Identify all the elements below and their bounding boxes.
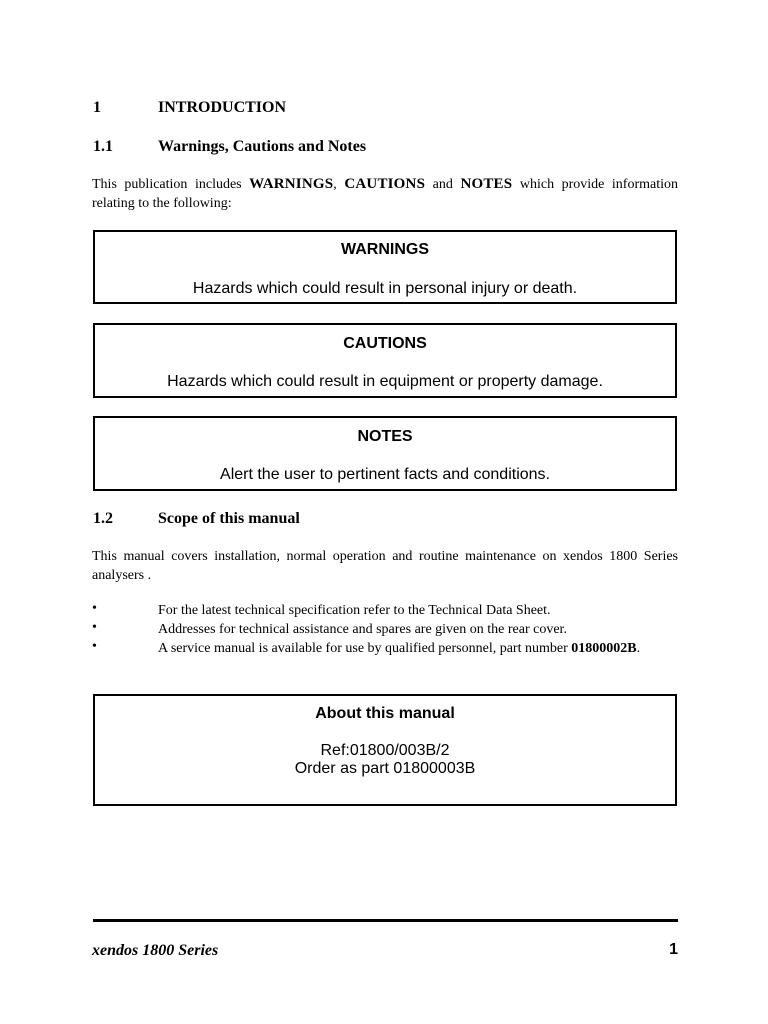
bullet-text-3: A service manual is available for use by qualified personnel, part number 01800002B. [158, 641, 641, 656]
footer-rule [93, 919, 678, 922]
notes-keyword: NOTES [460, 176, 513, 192]
cautions-box-text: Hazards which could result in equipment or property damage. [167, 373, 603, 390]
about-box-ref: Ref:01800/003B/2 [320, 742, 450, 759]
bullet-symbol-3: • [92, 639, 97, 654]
cautions-keyword: CAUTIONS [344, 176, 426, 192]
bullet-text-2: Addresses for technical assistance and spares are given on the rear cover. [158, 622, 567, 637]
warnings-box [93, 230, 677, 304]
section-1-number: 1 [93, 99, 101, 116]
warnings-box-text: Hazards which could result in personal injury or death. [192, 280, 578, 297]
section-1-title: INTRODUCTION [158, 99, 287, 116]
section-1-1-number: 1.1 [93, 138, 113, 155]
page-number: 1 [669, 941, 678, 958]
section-1-2-title: Scope of this manual [158, 510, 300, 527]
footer-series: 1800 Series [142, 942, 219, 959]
about-box-order: Order as part 01800003B [294, 760, 476, 777]
warnings-keyword: WARNINGS [249, 176, 334, 192]
footer-brand: xendos [92, 942, 139, 959]
about-box [93, 694, 677, 806]
notes-box [93, 416, 677, 491]
notes-box-title: NOTES [357, 428, 413, 445]
section-1-1-title: Warnings, Cautions and Notes [158, 138, 367, 155]
bullet-symbol-1: • [92, 601, 97, 616]
scope-paragraph: This manual covers installation, normal operation and routine maintenance on xendos 1800 Series analysers . [92, 549, 678, 583]
service-manual-part-number: 01800002B [571, 641, 637, 656]
footer-title [92, 942, 218, 960]
cautions-box [93, 323, 677, 398]
notes-box-text: Alert the user to pertinent facts and conditions. [220, 466, 550, 483]
bullet-text-1: For the latest technical specification refer to the Technical Data Sheet. [158, 603, 551, 618]
warnings-box-title: WARNINGS [341, 241, 429, 258]
about-box-title: About this manual [315, 705, 455, 722]
section-1-2-number: 1.2 [93, 510, 113, 527]
cautions-box-title: CAUTIONS [343, 335, 427, 352]
intro-paragraph: This publication includes WARNINGS, CAUTIONS and NOTES which provide information relating to the following: [92, 176, 679, 211]
bullet-symbol-2: • [92, 620, 97, 635]
